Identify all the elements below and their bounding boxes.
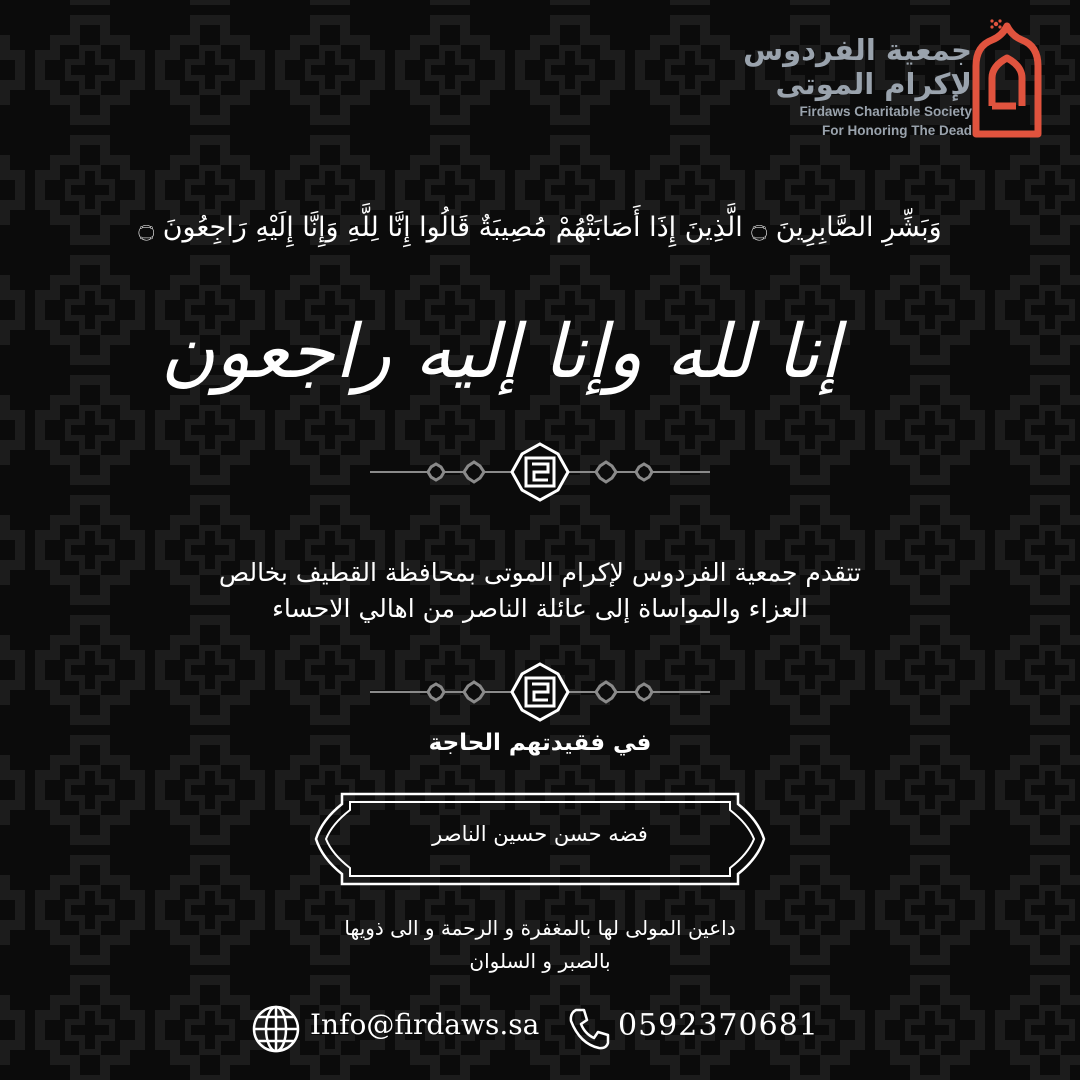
phone-icon [566,1006,612,1052]
deceased-label: في فقيدتهم الحاجة [428,730,652,756]
condolence-line-1: تتقدم جمعية الفردوس لإكرام الموتى بمحافظة القطيف بخالص [218,558,862,587]
prayer-text [190,912,890,978]
prayer-line-2: بالصبر و السلوان [469,949,611,973]
phone-number[interactable]: 0592370681 [618,1008,819,1043]
logo-name-ar-line1: جمعية الفردوس [743,33,972,67]
ornament-divider [370,660,710,724]
globe-icon [250,1003,302,1055]
logo-name-ar-line2: لإكرام الموتى [775,67,972,101]
email-link[interactable]: Info@firdaws.sa [310,1008,540,1041]
logo-name-en-line1: Firdaws Charitable Society [799,104,972,119]
calligraphy-title: إنا لله وإنا إليه راجعون [160,309,840,395]
logo-name-en-line2: For Honoring The Dead [822,123,972,138]
deceased-name: فضه حسن حسين الناصر [432,822,648,846]
condolence-line-2: العزاء والمواساة إلى عائلة الناصر من اهالي الاحساء [272,594,808,623]
quran-verse: وَبَشِّرِ الصَّابِرِينَ ۝ الَّذِينَ إِذَا أَصَابَتْهُمْ مُصِيبَةٌ قَالُوا إِنَّا لِلَّهِ وَإِنَّا إِلَيْهِ رَاجِعُونَ ۝ [138,212,942,243]
ornament-divider [370,440,710,504]
prayer-line-1: داعين المولى لها بالمغفرة و الرحمة و الى ذويها [344,916,736,940]
logo-mark-icon [972,18,1042,138]
condolence-message [120,555,960,627]
contact-bar [250,1000,850,1060]
